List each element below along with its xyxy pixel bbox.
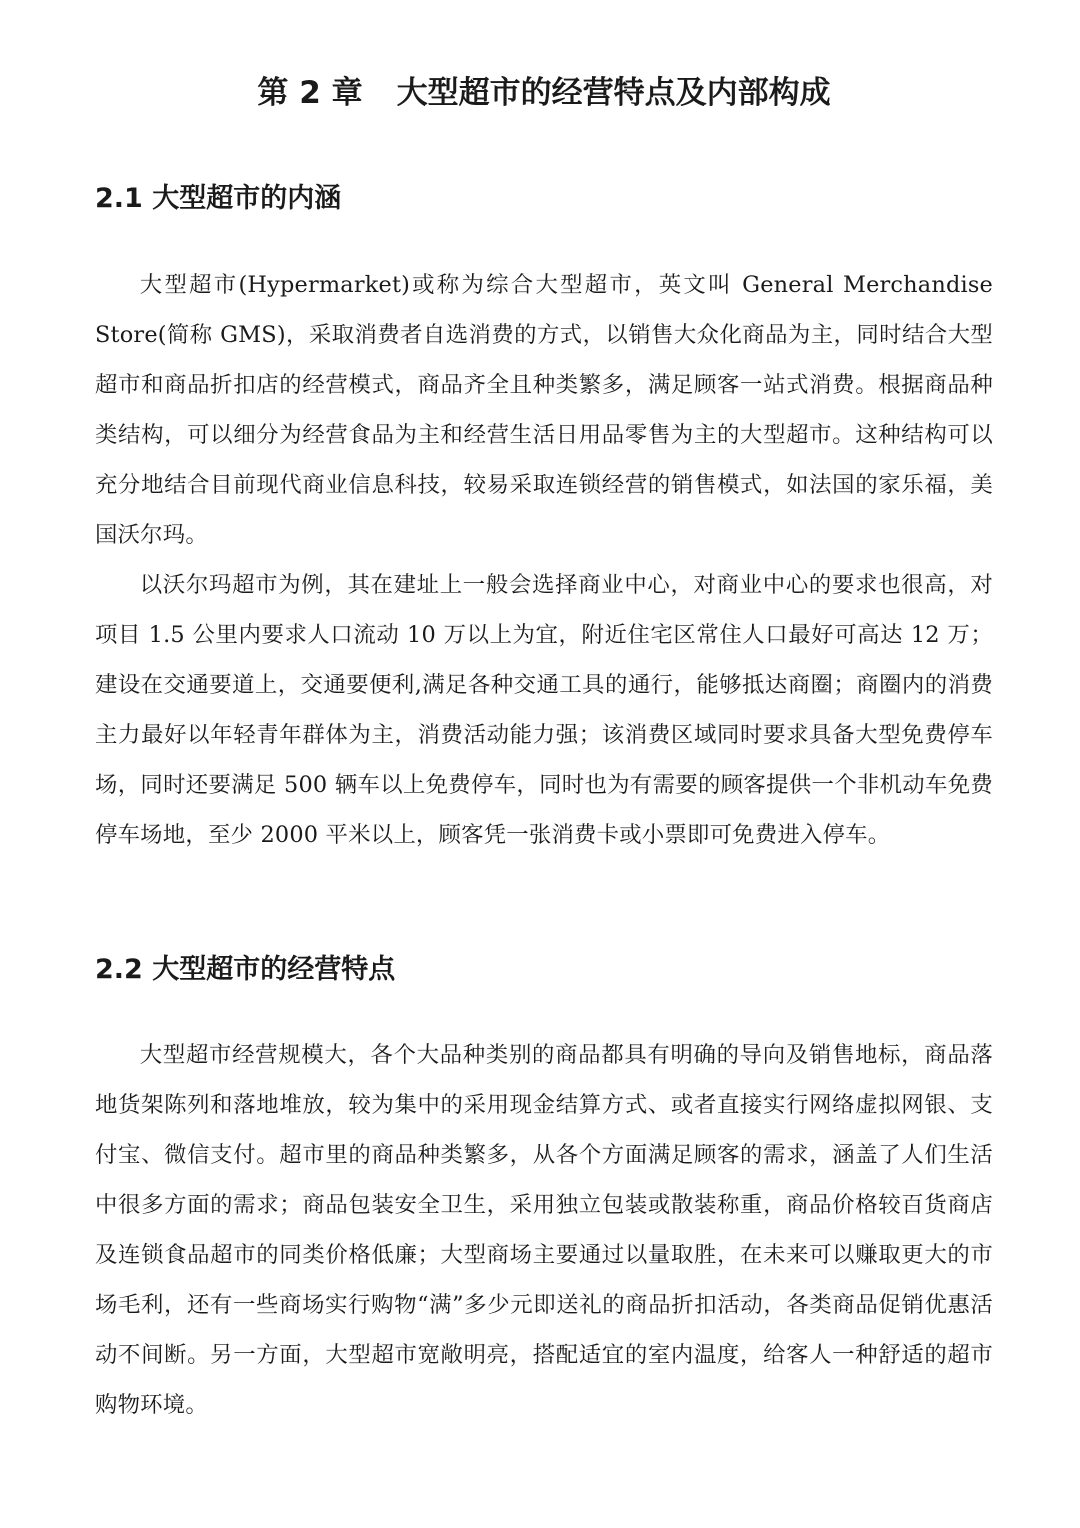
paragraph-walmart-example: 以沃尔玛超市为例，其在建址上一般会选择商业中心，对商业中心的要求也很高，对项目 1.5 公里内要求人口流动 10 万以上为宜，附近住宅区常住人口最好可高达 12 万；建设在交通要道上，交通要便利,满足各种交通工具的通行，能够抵达商圈；商圈内的消费主力最好以年轻青年群体为主，消费活动能力强；该消费区域同时要求具备大型免费停车场，同时还要满足 500 辆车以上免费停车，同时也为有需要的顾客提供一个非机动车免费停车场地，至少 2000 平米以上，顾客凭一张消费卡或小票即可免费进入停车。	[95, 572, 993, 848]
chapter-title-text: 大型超市的经营特点及内部构成	[396, 75, 831, 111]
section-heading-2-1: 2.1 大型超市的内涵	[95, 183, 342, 214]
paragraph-hypermarket-definition: 大型超市(Hypermarket)或称为综合大型超市，英文叫 General Merchandise Store(简称 GMS)，采取消费者自选消费的方式，以销售大众化商品为主，同时结合大型超市和商品折扣店的经营模式，商品齐全且种类繁多，满足顾客一站式消费。根据商品种类结构，可以细分为经营食品为主和经营生活日用品零售为主的大型超市。这种结构可以充分地结合目前现代商业信息科技，较易采取连锁经营的销售模式，如法国的家乐福，美国沃尔玛。	[95, 272, 993, 548]
paragraph-operating-features: 大型超市经营规模大，各个大品种类别的商品都具有明确的导向及销售地标，商品落地货架陈列和落地堆放，较为集中的采用现金结算方式、或者直接实行网络虚拟网银、支付宝、微信支付。超市里的商品种类繁多，从各个方面满足顾客的需求，涵盖了人们生活中很多方面的需求；商品包装安全卫生，采用独立包装或散装称重，商品价格较百货商店及连锁食品超市的同类价格低廉；大型商场主要通过以量取胜，在未来可以赚取更大的市场毛利，还有一些商场实行购物“满”多少元即送礼的商品折扣活动，各类商品促销优惠活动不间断。另一方面，大型超市宽敞明亮，搭配适宜的室内温度，给客人一种舒适的超市购物环境。	[95, 1042, 993, 1418]
chapter-title	[95, 72, 993, 114]
document-page	[95, 0, 993, 1528]
section-heading-2-2: 2.2 大型超市的经营特点	[95, 954, 396, 985]
chapter-number: 第 2 章	[257, 75, 363, 111]
